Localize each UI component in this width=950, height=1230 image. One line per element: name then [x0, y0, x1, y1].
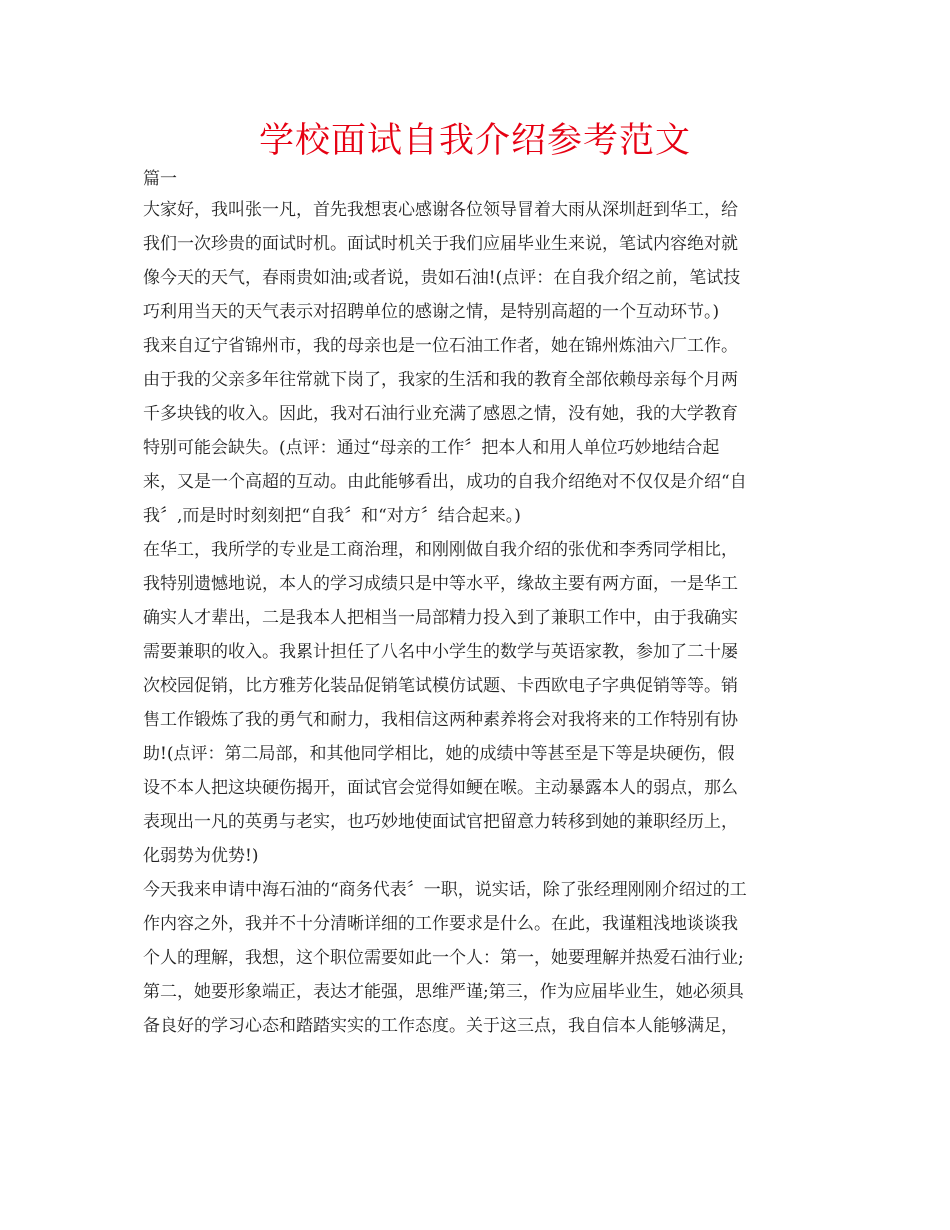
text-line: 我〞,而是时时刻刻把“自我〞和“对方〞结合起来。)	[143, 506, 521, 526]
text-line: 我们一次珍贵的面试时机。面试时机关于我们应届毕业生来说，笔试内容绝对就	[143, 234, 738, 254]
text-line: 我特别遗憾地说，本人的学习成绩只是中等水平，缘故主要有两方面，一是华工	[143, 574, 738, 594]
text-line: 确实人才辈出，二是我本人把相当一局部精力投入到了兼职工作中，由于我确实	[143, 608, 738, 628]
text-line: 巧利用当天的天气表示对招聘单位的感谢之情，是特别高超的一个互动环节。)	[143, 302, 720, 322]
section-heading: 篇一	[143, 169, 177, 189]
text-line: 千多块钱的收入。因此，我对石油行业充满了感恩之情，没有她，我的大学教育	[143, 404, 738, 424]
text-line: 大家好，我叫张一凡，首先我想衷心感谢各位领导冒着大雨从深圳赶到华工，给	[143, 200, 738, 220]
text-line: 来，又是一个高超的互动。由此能够看出，成功的自我介绍绝对不仅仅是介绍“自	[143, 472, 747, 492]
text-line: 我来自辽宁省锦州市，我的母亲也是一位石油工作者，她在锦州炼油六厂工作。	[143, 336, 738, 356]
text-line: 设不本人把这块硬伤揭开，面试官会觉得如鲠在喉。主动暴露本人的弱点，那么	[143, 778, 738, 798]
text-line: 次校园促销，比方雅芳化装品促销笔试模仿试题、卡西欧电子字典促销等等。销	[143, 676, 738, 696]
text-line: 助!(点评：第二局部，和其他同学相比，她的成绩中等甚至是下等是块硬伤，假	[143, 744, 735, 764]
text-line: 今天我来申请中海石油的“商务代表〞一职，说实话，除了张经理刚刚介绍过的工	[143, 880, 747, 900]
text-line: 特别可能会缺失。(点评：通过“母亲的工作〞把本人和用人单位巧妙地结合起	[143, 438, 720, 458]
text-line: 售工作锻炼了我的勇气和耐力，我相信这两种素养将会对我将来的工作特别有协	[143, 710, 738, 730]
text-line: 表现出一凡的英勇与老实，也巧妙地使面试官把留意力转移到她的兼职经历上，	[143, 812, 738, 832]
page-title: 学校面试自我介绍参考范文	[258, 121, 691, 161]
text-line: 在华工，我所学的专业是工商治理，和刚刚做自我介绍的张优和李秀同学相比，	[143, 540, 738, 560]
text-line: 作内容之外，我并不十分清晰详细的工作要求是什么。在此，我谨粗浅地谈谈我	[143, 914, 738, 934]
text-line: 化弱势为优势!)	[143, 846, 259, 866]
document-body	[143, 166, 803, 1043]
text-line: 个人的理解，我想，这个职位需要如此一个人：第一，她要理解并热爱石油行业;	[143, 948, 744, 968]
text-line: 需要兼职的收入。我累计担任了八名中小学生的数学与英语家教，参加了二十屡	[143, 642, 738, 662]
text-line: 由于我的父亲多年往常就下岗了，我家的生活和我的教育全部依赖母亲每个月两	[143, 370, 738, 390]
text-line: 像今天的天气，春雨贵如油;或者说，贵如石油!(点评：在自我介绍之前，笔试技	[143, 268, 741, 288]
text-line: 第二，她要形象端正，表达才能强，思维严谨;第三，作为应届毕业生，她必须具	[143, 982, 744, 1002]
text-line: 备良好的学习心态和踏踏实实的工作态度。关于这三点，我自信本人能够满足，	[143, 1016, 738, 1036]
